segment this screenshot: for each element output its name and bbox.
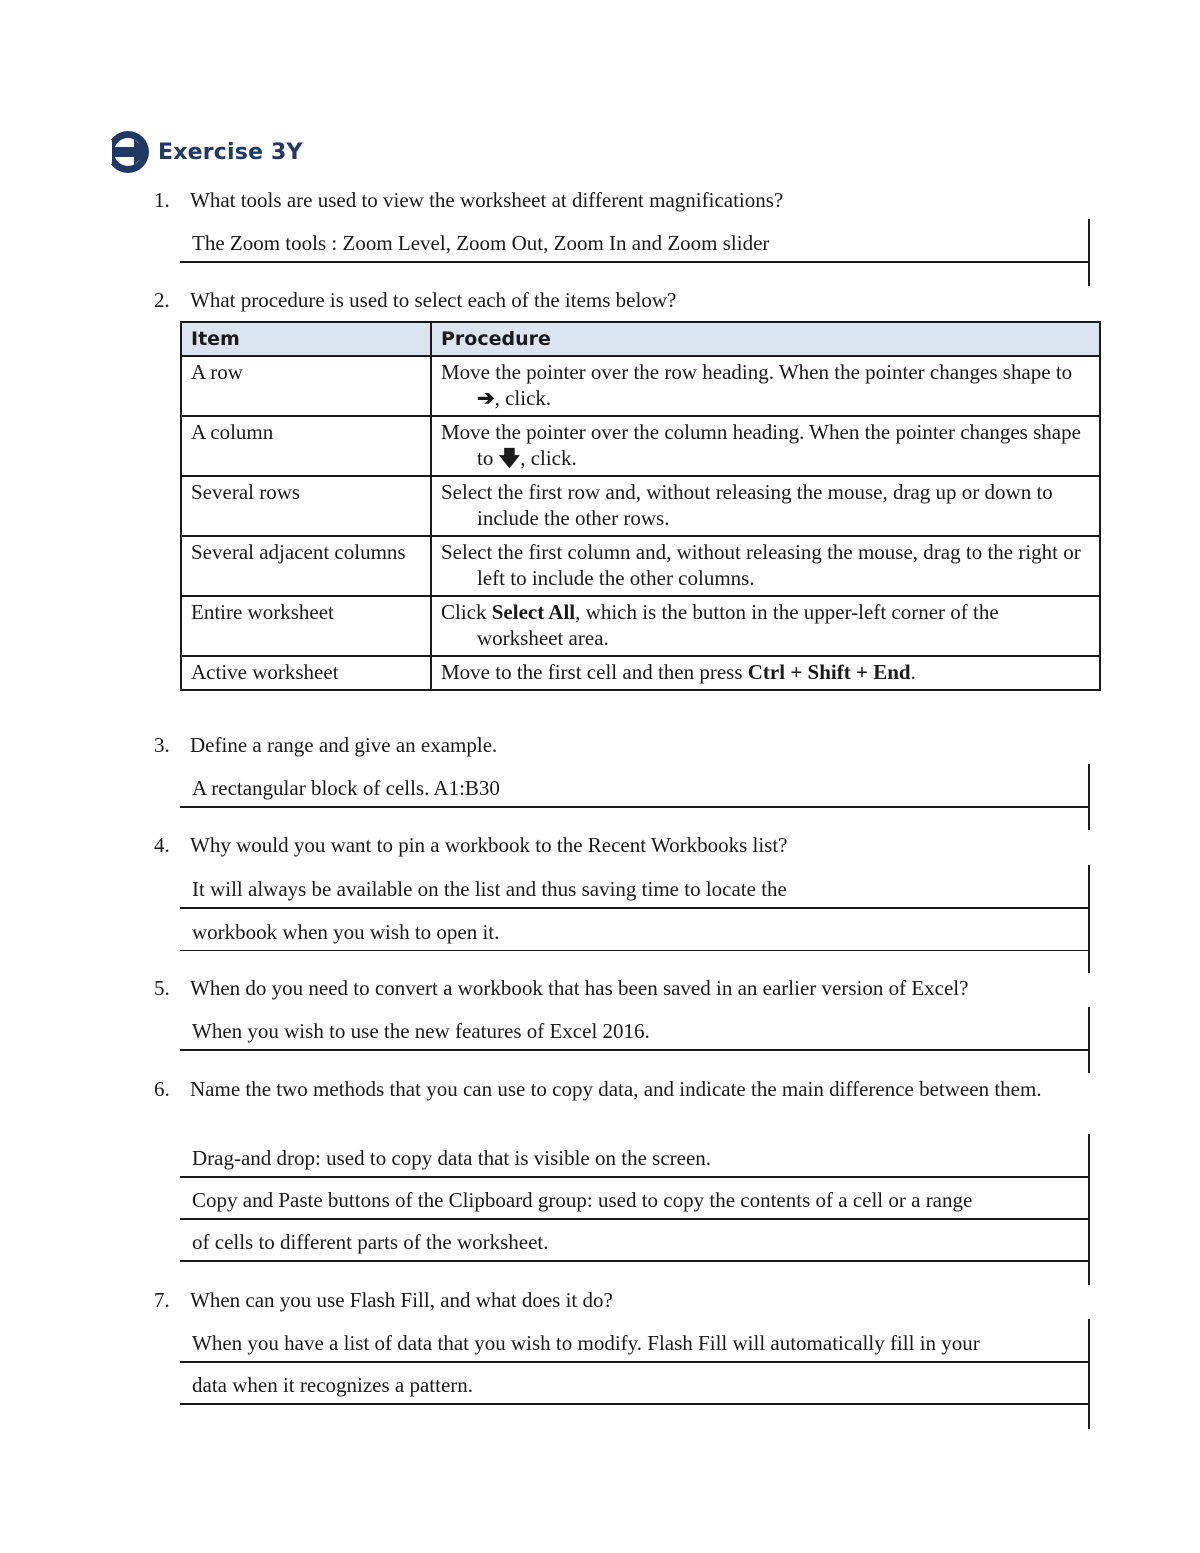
answer-block-5 [180,1009,1090,1051]
procedure-cell [431,416,1100,476]
answer-line [180,909,1090,951]
item-cell: Several rows [181,476,431,536]
question-text: What procedure is used to select each of the items below? [190,288,677,312]
header-procedure: Procedure [431,322,1100,356]
answer-text: The Zoom tools : Zoom Level, Zoom Out, Zoom In and Zoom slider [192,231,770,255]
procedure-text: Move the pointer over the column heading. When the pointer changes shape to [441,420,1081,470]
answer-block-7 [180,1321,1090,1405]
question-text: When can you use Flash Fill, and what does it do? [190,1288,613,1312]
procedure-cell [431,596,1100,656]
question-text: What tools are used to view the worksheet at different magnifications? [190,188,784,212]
question-text: When do you need to convert a workbook that has been saved in an earlier version of Excel? [190,976,969,1000]
answer-bar [1088,219,1091,286]
answer-text: Copy and Paste buttons of the Clipboard group: used to copy the contents of a cell or a range [192,1188,973,1212]
table-row [181,536,1100,596]
procedure-text: Select the first row and, without releasing the mouse, drag up or down to include the other rows. [441,480,1053,530]
procedure-bold-text: Ctrl + Shift + End [747,660,911,684]
answer-line [180,1009,1090,1051]
exercise-title: Exercise 3Y [158,139,303,165]
answer-bar [1088,764,1091,830]
answer-text: It will always be available on the list and thus saving time to locate the [192,877,787,901]
right-arrow-icon: ➔ [477,386,495,410]
table-row [181,356,1100,416]
exercise-heading [106,130,303,174]
procedure-table [180,321,1101,691]
header-item: Item [181,322,431,356]
question-text: Define a range and give an example. [190,733,498,757]
answer-bar [1088,1007,1091,1073]
item-cell: A column [181,416,431,476]
answer-text: Drag-and drop: used to copy data that is visible on the screen. [192,1146,712,1170]
table-row [181,416,1100,476]
procedure-cell [431,536,1100,596]
answer-line [180,1178,1090,1220]
question-text: Name the two methods that you can use to copy data, and indicate the main difference between them. [190,1077,1042,1101]
answer-text: data when it recognizes a pattern. [192,1373,474,1397]
item-cell: Entire worksheet [181,596,431,656]
answer-line [180,1321,1090,1363]
answer-line [180,1220,1090,1262]
answer-block-1 [180,221,1090,263]
answer-line [180,221,1090,263]
procedure-text: Select the first column and, without releasing the mouse, drag to the right or left to include the other columns. [441,540,1081,590]
procedure-text: . [910,660,916,684]
answer-bar [1088,1319,1091,1429]
question-number: 4. [154,833,170,857]
down-arrow-icon: 🡇 [498,446,521,470]
answer-text: When you wish to use the new features of Excel 2016. [192,1019,650,1043]
question-number: 1. [154,188,170,212]
question-number: 2. [154,288,170,312]
answer-line [180,1136,1090,1178]
answer-block-6 [180,1136,1090,1262]
procedure-text: , which is the button in the upper-left corner of the worksheet area. [477,600,999,650]
table-row [181,476,1100,536]
item-cell: A row [181,356,431,416]
answer-text: When you have a list of data that you wish to modify. Flash Fill will automatically fill in your [192,1331,980,1355]
answer-block-4 [180,867,1090,951]
procedure-cell [431,356,1100,416]
table-row [181,596,1100,656]
answer-line [180,867,1090,909]
procedure-text: , click. [520,446,577,470]
question-number: 7. [154,1288,170,1312]
question-number: 6. [154,1077,170,1101]
procedure-cell [431,656,1100,690]
question-number: 3. [154,733,170,757]
table-row [181,656,1100,690]
answer-text: workbook when you wish to open it. [192,920,500,944]
answer-text: of cells to different parts of the worksheet. [192,1230,549,1254]
answer-line [180,1363,1090,1405]
procedure-text: Move to the first cell and then press [441,660,748,684]
answer-bar [1088,865,1091,973]
answer-text: A rectangular block of cells. A1:B30 [192,776,500,800]
answer-bar [1088,1134,1091,1285]
procedure-text: Move the pointer over the row heading. When the pointer changes shape to [441,360,1073,384]
procedure-cell [431,476,1100,536]
table-header-row [181,322,1100,356]
answer-block-3 [180,766,1090,808]
procedure-bold-text: Select All [491,600,576,624]
item-cell: Active worksheet [181,656,431,690]
question-text: Why would you want to pin a workbook to the Recent Workbooks list? [190,833,788,857]
answer-line [180,766,1090,808]
question-number: 5. [154,976,170,1000]
item-cell: Several adjacent columns [181,536,431,596]
procedure-text: , click. [494,386,552,410]
arrow-right-circle-icon [106,130,150,174]
procedure-text: Click [441,600,492,624]
